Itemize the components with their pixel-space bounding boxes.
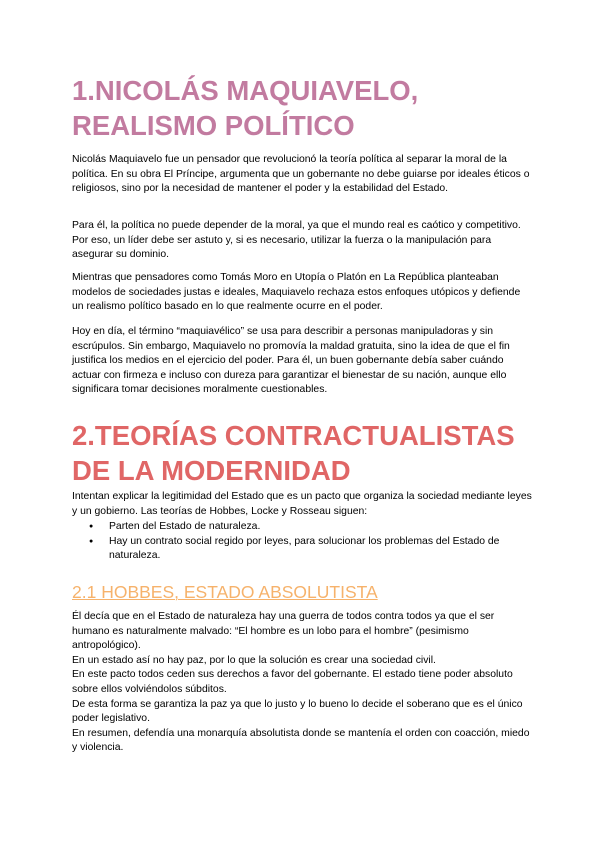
- bullet-list: [72, 520, 532, 564]
- paragraph: De esta forma se garantiza la paz ya que lo justo y lo bueno lo decide el soberano que es el único poder legislativo.: [72, 698, 523, 725]
- section-2-1-body: [72, 610, 532, 756]
- paragraph: Para él, la política no puede depender de la moral, ya que el mundo real es caótico y competitivo. Por eso, un líder debe ser astuto y, si es necesario, utilizar la fuerza o la manipulación para asegurar su dominio.: [72, 220, 521, 261]
- heading-line: REALISMO POLÍTICO: [72, 110, 355, 141]
- section-2-heading: [72, 418, 542, 488]
- paragraph: Intentan explicar la legitimidad del Estado que es un pacto que organiza la sociedad mediante leyes y un gobierno. Las teorías de Hobbes, Locke y Rosseau siguen:: [72, 491, 532, 517]
- paragraph: En resumen, defendía una monarquía absolutista donde se mantenía el orden con coacción, miedo y violencia.: [72, 727, 530, 754]
- section-2-1-heading: 2.1 HOBBES, ESTADO ABSOLUTISTA: [72, 582, 378, 602]
- paragraph: Él decía que en el Estado de naturaleza hay una guerra de todos contra todos ya que el ser humano es naturalmente malvado: “El hombre es un lobo para el hombre” (pesimismo antropológico).: [72, 611, 495, 652]
- heading-line: DE LA MODERNIDAD: [72, 455, 351, 486]
- paragraph: Mientras que pensadores como Tomás Moro en Utopía o Platón en La República planteaban modelos de sociedades justas e ideales, Maquiavelo rechaza estos enfoques utópicos y defiende un realismo político basado en lo que realmente ocurre en el poder.: [72, 272, 521, 313]
- heading-line: 1.NICOLÁS MAQUIAVELO,: [72, 75, 419, 106]
- section-1-heading: [72, 73, 532, 143]
- list-item: ● Hay un contrato social regido por leyes, para solucionar los problemas del Estado de naturaleza.: [72, 535, 532, 564]
- paragraph: En un estado así no hay paz, por lo que la solución es crear una sociedad civil.: [72, 654, 436, 666]
- paragraph: En este pacto todos ceden sus derechos a favor del gobernante. El estado tiene poder absoluto sobre ellos volviéndolos súbditos.: [72, 669, 513, 695]
- list-item: ● Parten del Estado de naturaleza.: [72, 520, 532, 535]
- paragraph: Nicolás Maquiavelo fue un pensador que revolucionó la teoría política al separar la moral de la política. En su obra El Príncipe, argumenta que un gobernante no debe guiarse por ideales éticos o religiosos, sino por la necesidad de mantener el poder y la estabilidad del Estado.: [72, 154, 530, 195]
- paragraph: Hoy en día, el término “maquiavélico” se usa para describir a personas manipuladoras y sin escrúpulos. Sin embargo, Maquiavelo no promovía la maldad gratuita, sino la idea de que el fin justifica los medios en el ejercicio del poder. Para él, un buen gobernante debía saber cuándo actuar con firmeza e incluso con dureza para garantizar el bienestar de su nación, aunque ello significara tomar decisiones moralmente cuestionables.: [72, 326, 510, 396]
- heading-line: 2.TEORÍAS CONTRACTUALISTAS: [72, 420, 515, 451]
